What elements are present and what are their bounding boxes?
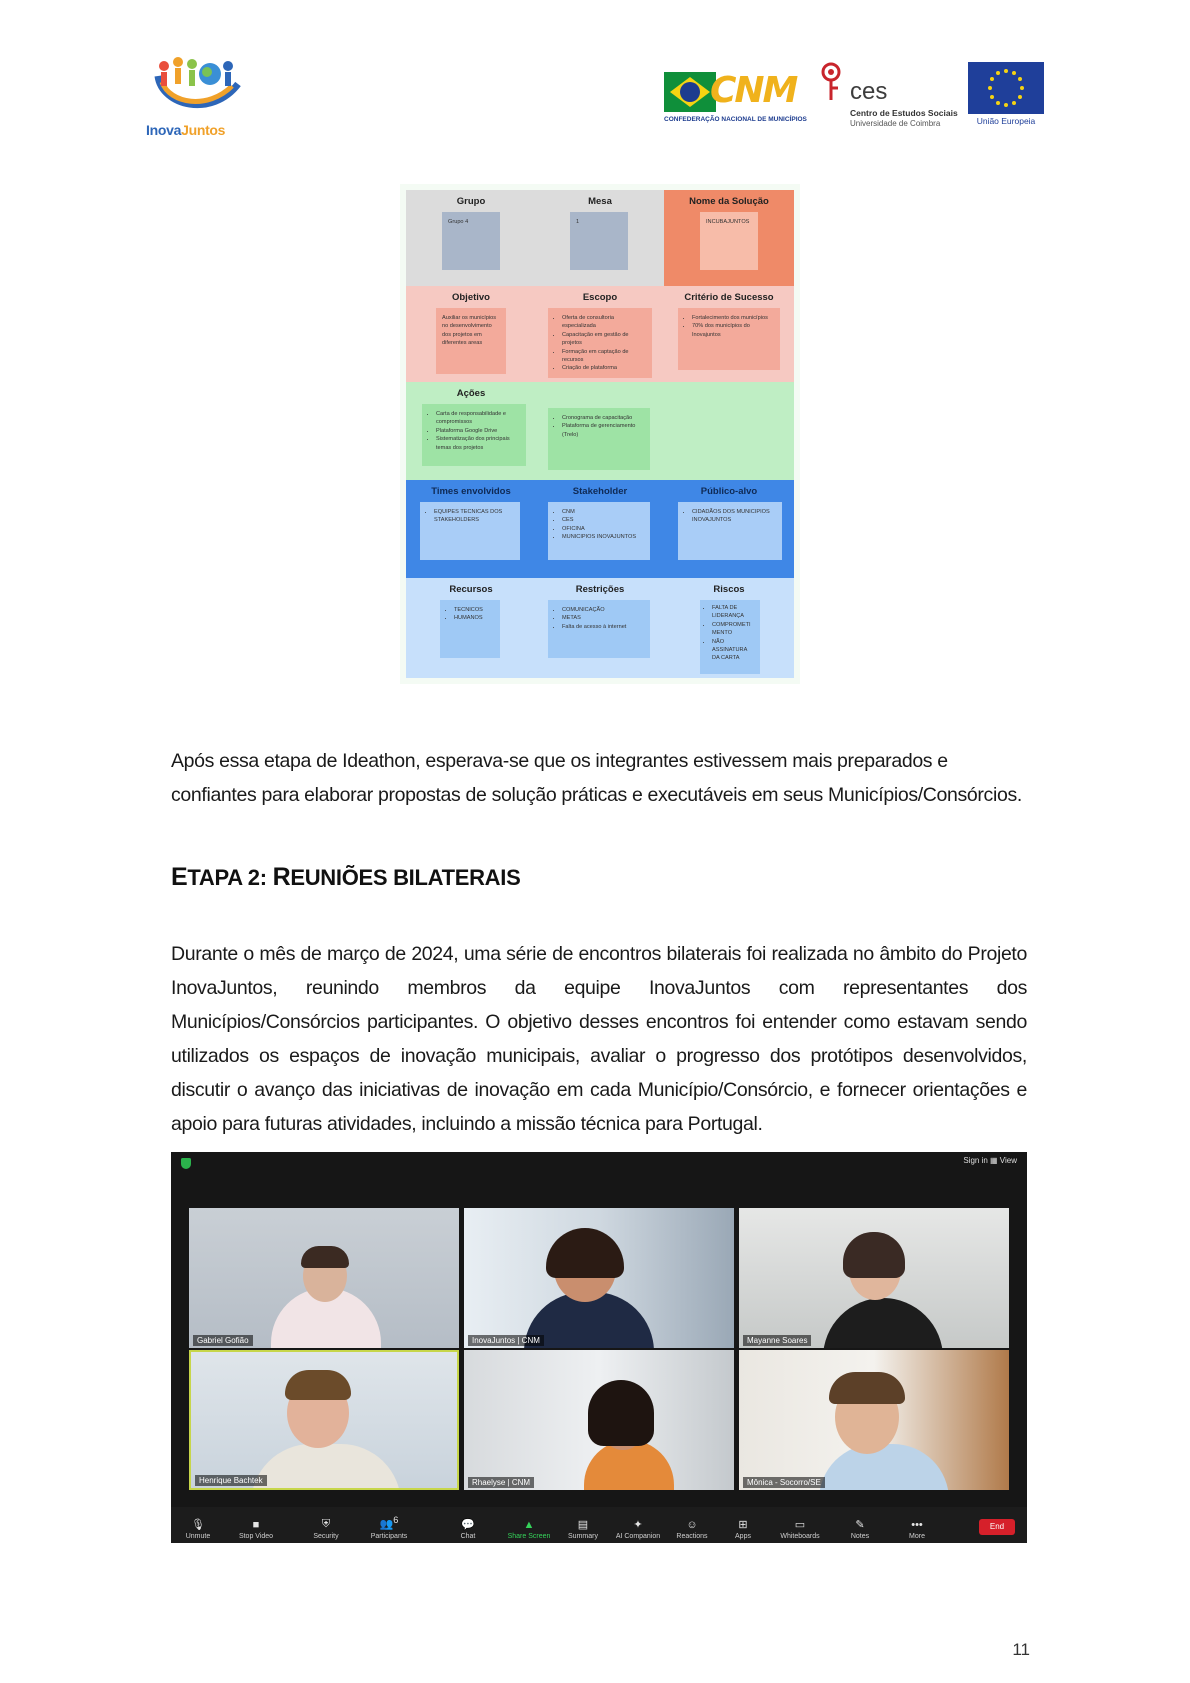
zoom-meeting-screenshot xyxy=(171,1152,1027,1543)
list-item: • CES xyxy=(562,516,644,524)
cnm-subtitle: CONFEDERAÇÃO NACIONAL DE MUNICÍPIOS xyxy=(664,116,807,123)
list-item: • METAS xyxy=(562,614,644,622)
video-tile xyxy=(739,1208,1009,1348)
canvas-acoes-note-a xyxy=(422,404,526,466)
list-item: • Oferta de consultoria especializada xyxy=(562,314,646,331)
list-item: • TECNICOS xyxy=(454,606,494,614)
list-item: • Capacitação em gestão de projetos xyxy=(562,331,646,348)
list-item: • FALTA DE LIDERANÇA xyxy=(712,604,756,621)
canvas-stakeholder-note xyxy=(548,502,650,560)
list-item: • Fortalecimento dos municípios xyxy=(692,314,774,322)
list-item: • MUNICIPIOS INOVAJUNTOS xyxy=(562,533,644,541)
canvas-publico xyxy=(664,480,794,578)
list-item: • EQUIPES TECNICAS DOS STAKEHOLDERS xyxy=(434,508,514,525)
cnm-logo xyxy=(664,70,807,128)
list-item: • Carta de responsabilidade e compromissos xyxy=(436,410,520,427)
inovajuntos-emblem-icon xyxy=(152,56,244,120)
notes-icon: ✎ xyxy=(855,1519,865,1531)
canvas-stakeholder xyxy=(536,480,664,578)
canvas-nome-solucao xyxy=(664,190,794,286)
logo-word-juntos: Juntos xyxy=(181,122,226,138)
canvas-times-title: Times envolvidos xyxy=(431,486,511,497)
canvas-objetivo xyxy=(406,286,536,382)
ellipsis-icon: ••• xyxy=(911,1519,923,1531)
eu-logo xyxy=(966,62,1046,128)
share-screen-icon: ▲ xyxy=(523,1519,535,1531)
canvas-grupo-note: Grupo 4 xyxy=(442,212,500,270)
canvas-publico-note xyxy=(678,502,782,560)
canvas-recursos-note xyxy=(440,600,500,658)
canvas-stakeholder-title: Stakeholder xyxy=(572,486,628,497)
zoom-top-right: Sign in ▦ View xyxy=(963,1156,1017,1165)
apps-button[interactable]: ⊞ Apps xyxy=(708,1518,778,1540)
apps-grid-icon: ⊞ xyxy=(738,1519,748,1531)
canvas-nome-title: Nome da Solução xyxy=(689,196,769,207)
document-icon: ▤ xyxy=(577,1519,589,1531)
participant-name: Mônica - Socorro/SE xyxy=(743,1477,825,1488)
list-item: • NÃO ASSINATURA DA CARTA xyxy=(712,638,756,663)
canvas-riscos xyxy=(664,578,794,678)
ces-line1: Centro de Estudos Sociais xyxy=(850,108,958,118)
share-screen-button[interactable]: ▲ Share Screen xyxy=(494,1519,564,1540)
canvas-mesa-note: 1 xyxy=(570,212,628,270)
solution-canvas-image xyxy=(400,184,800,684)
canvas-escopo-title: Escopo xyxy=(582,292,618,303)
participant-name: Henrique Bachtek xyxy=(195,1475,267,1486)
chat-bubble-icon: 💬 xyxy=(461,1519,475,1531)
canvas-acoes xyxy=(406,382,794,480)
canvas-acoes-title: Ações xyxy=(456,388,486,399)
unmute-button[interactable]: 🎙 Unmute xyxy=(163,1518,233,1540)
list-item: • Plataforma Google Drive xyxy=(436,427,520,435)
security-button[interactable]: ⛨ Security xyxy=(291,1518,361,1540)
canvas-recursos xyxy=(406,578,536,678)
list-item: • HUMANOS xyxy=(454,614,494,622)
list-item: • Cronograma de capacitação xyxy=(562,414,644,422)
stop-video-button[interactable]: ■ Stop Video xyxy=(221,1519,291,1540)
notes-button[interactable]: ✎ Notes xyxy=(825,1518,895,1540)
cnm-acronym: CNM xyxy=(710,70,797,111)
list-item: • CNM xyxy=(562,508,644,516)
video-tile xyxy=(739,1350,1009,1490)
ces-mark-icon xyxy=(820,62,842,102)
list-item: • Criação de plataforma xyxy=(562,364,646,372)
shield-icon xyxy=(181,1158,191,1169)
canvas-publico-title: Público-alvo xyxy=(700,486,758,497)
paragraph-ideathon: Após essa etapa de Ideathon, esperava-se que os integrantes estivessem mais preparados e confiantes para elaborar propostas de solução práticas e executáveis em seus Municípios/Consórcios. xyxy=(171,750,1022,806)
logo-word-inova: Inova xyxy=(146,122,182,138)
page-number: 11 xyxy=(1012,1640,1030,1659)
sparkle-icon: ✦ xyxy=(633,1519,643,1531)
smiley-icon: ☺ xyxy=(686,1519,698,1531)
canvas-criterio-title: Critério de Sucesso xyxy=(684,292,774,303)
list-item: • CIDADÃOS DOS MUNICIPIOS INOVAJUNTOS xyxy=(692,508,776,525)
canvas-restricoes-title: Restrições xyxy=(575,584,625,595)
inovajuntos-logo xyxy=(146,56,250,142)
list-item: • COMUNICAÇÃO xyxy=(562,606,644,614)
canvas-objetivo-title: Objetivo xyxy=(451,292,490,303)
participant-name: Gabriel Gofião xyxy=(193,1335,253,1346)
canvas-riscos-note xyxy=(700,600,760,674)
eu-caption: União Europeia xyxy=(976,116,1036,126)
brazil-flag-icon xyxy=(664,72,716,112)
canvas-escopo-note xyxy=(548,308,652,378)
whiteboards-button[interactable]: ▭ Whiteboards xyxy=(765,1518,835,1540)
list-item: • Plataforma de gerenciamento (Trelo) xyxy=(562,422,644,439)
participant-name: Mayanne Soares xyxy=(743,1335,811,1346)
whiteboard-icon: ▭ xyxy=(794,1519,806,1531)
participant-name: Rhaelyse | CNM xyxy=(468,1477,534,1488)
canvas-mesa xyxy=(536,190,664,286)
end-meeting-button[interactable]: End xyxy=(979,1519,1015,1535)
ces-acronym: ces xyxy=(850,78,888,105)
list-item: • Sistematização dos principais temas dos projetos xyxy=(436,435,520,452)
canvas-recursos-title: Recursos xyxy=(449,584,493,595)
ces-logo xyxy=(820,62,958,128)
zoom-toolbar xyxy=(171,1507,1027,1543)
canvas-restricoes xyxy=(536,578,664,678)
video-camera-icon: ■ xyxy=(252,1519,260,1531)
ai-companion-button[interactable]: ✦ AI Companion xyxy=(603,1518,673,1540)
ces-line2: Universidade de Coimbra xyxy=(850,119,941,128)
participants-button[interactable]: 👥$^6$ Participants xyxy=(354,1515,424,1540)
list-item: • COMPROMETI MENTO xyxy=(712,621,756,638)
people-icon: 👥$^6$ xyxy=(379,1515,399,1531)
section-heading: ETAPA 2: REUNIÕES BILATERAIS xyxy=(171,863,521,891)
canvas-restricoes-note xyxy=(548,600,650,658)
canvas-objetivo-note: Auxiliar os municípios no desenvolvimento dos projetos em diferentes areas xyxy=(436,308,506,374)
canvas-nome-note: INCUBAJUNTOS xyxy=(700,212,758,270)
list-item: • Falta de acesso à internet xyxy=(562,623,644,631)
list-item: • Formação em captação de recursos xyxy=(562,348,646,365)
chat-button[interactable]: 💬 Chat xyxy=(433,1518,503,1540)
video-tile xyxy=(464,1350,734,1490)
canvas-grupo xyxy=(406,190,536,286)
list-item: • 70% dos municípios do Inovajuntos xyxy=(692,322,774,339)
canvas-times xyxy=(406,480,536,578)
canvas-acoes-note-b xyxy=(548,408,650,470)
canvas-criterio xyxy=(664,286,794,382)
more-button[interactable]: ••• More xyxy=(882,1519,952,1540)
canvas-riscos-title: Riscos xyxy=(713,584,745,595)
shield-icon: ⛨ xyxy=(321,1518,331,1530)
video-tile xyxy=(189,1350,459,1490)
video-tile xyxy=(464,1208,734,1348)
canvas-mesa-title: Mesa xyxy=(588,196,612,207)
paragraph-bilaterais: Durante o mês de março de 2024, uma série de encontros bilaterais foi realizada no âmbito do Projeto InovaJuntos, reunindo membros da equipe InovaJuntos com representantes dos Municípios/Consórcios participantes. O objetivo desses encontros foi entender como estavam sendo utilizados os espaços de inovação municipais, avaliar o progresso dos protótipos desenvolvidos, discutir o avanço das iniciativas de inovação em cada Município/Consórcio, e fornecer orientações e apoio para futuras atividades, incluindo a missão técnica para Portugal. xyxy=(171,943,1027,1135)
canvas-grupo-title: Grupo xyxy=(456,196,486,207)
microphone-muted-icon: 🎙 xyxy=(191,1519,205,1531)
canvas-times-note xyxy=(420,502,520,560)
reactions-button[interactable]: ☺ Reactions xyxy=(657,1519,727,1540)
canvas-escopo xyxy=(536,286,664,382)
participant-name: InovaJuntos | CNM xyxy=(468,1335,544,1346)
eu-flag-icon xyxy=(968,62,1044,114)
summary-button[interactable]: ▤ Summary xyxy=(548,1518,618,1540)
list-item: • OFICINA xyxy=(562,525,644,533)
canvas-criterio-note xyxy=(678,308,780,370)
video-tile xyxy=(189,1208,459,1348)
